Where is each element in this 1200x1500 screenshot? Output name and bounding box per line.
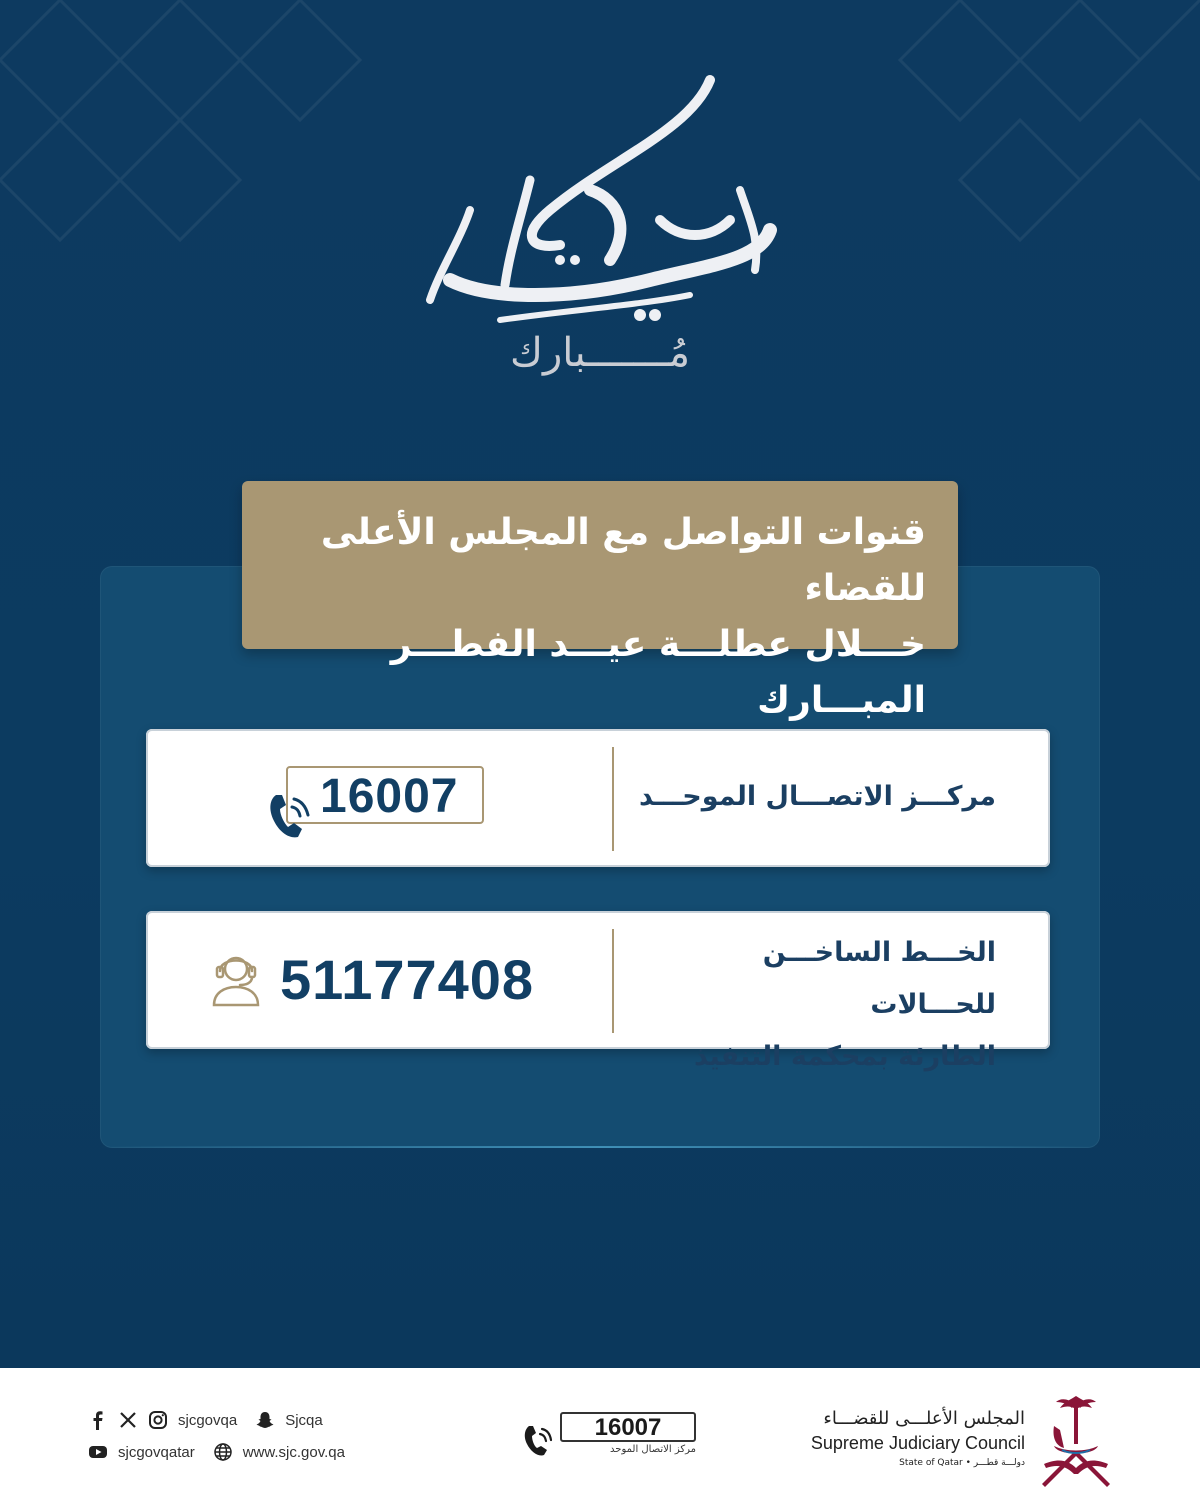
social-row-2 [88,1442,363,1462]
council-name-en: Supreme Judiciary Council [810,1433,1025,1453]
hotline-label-line-1: الخـــط الساخـــن للحـــالات [762,937,996,1020]
footer-hotline [522,1412,696,1462]
snapchat-handle[interactable]: Sjcqa [285,1411,323,1429]
instagram-icon[interactable] [148,1410,168,1430]
hotline-label [636,927,996,1083]
heading-line-1: قنوات التواصل مع المجلس الأعلى للقضاء [320,512,926,609]
youtube-icon[interactable] [88,1442,108,1462]
council-name-block [810,1408,1025,1470]
hotline-number[interactable]: 51177408 [280,948,535,1011]
contact-card-hotline [146,911,1050,1072]
council-state: State of Qatar • دولـــة قطـــر [899,1458,1025,1468]
card-divider [612,747,614,851]
contact-card-call-center [146,729,1050,867]
qatar-emblem-logo [1034,1390,1118,1490]
website-link[interactable]: www.sjc.gov.qa [242,1443,345,1461]
phone-icon [522,1422,556,1458]
card-divider [612,929,614,1033]
call-center-label: مركـــز الاتصـــال الموحـــد [638,781,996,812]
call-center-number[interactable]: 16007 [320,770,459,823]
snapchat-icon[interactable] [255,1410,275,1430]
social-handle[interactable]: sjcgovqa [178,1411,238,1429]
footer-hotline-number[interactable]: 16007 [560,1412,696,1442]
support-agent-icon [210,949,262,1007]
heading-box [242,481,958,721]
facebook-icon[interactable] [88,1410,108,1430]
globe-icon [213,1442,233,1462]
youtube-handle[interactable]: sjcgovqatar [118,1443,195,1461]
social-row-1 [88,1410,341,1430]
mubarak-text: مُـــــــبارك [510,330,690,376]
panel-glow-line [100,1146,1100,1148]
council-name-ar: المجلس الأعلـــى للقضـــاء [823,1408,1025,1429]
heading-line-2: خـــلال عطلـــة عيـــد الفطـــر المبـــارك [390,624,926,721]
hotline-label-line-2: الطارئة بمحكمة التنفيذ [693,1041,996,1072]
footer [0,1368,1200,1500]
footer-hotline-label: مركز الاتصال الموحد [610,1444,696,1455]
phone-icon [266,789,314,841]
x-twitter-icon[interactable] [118,1410,138,1430]
